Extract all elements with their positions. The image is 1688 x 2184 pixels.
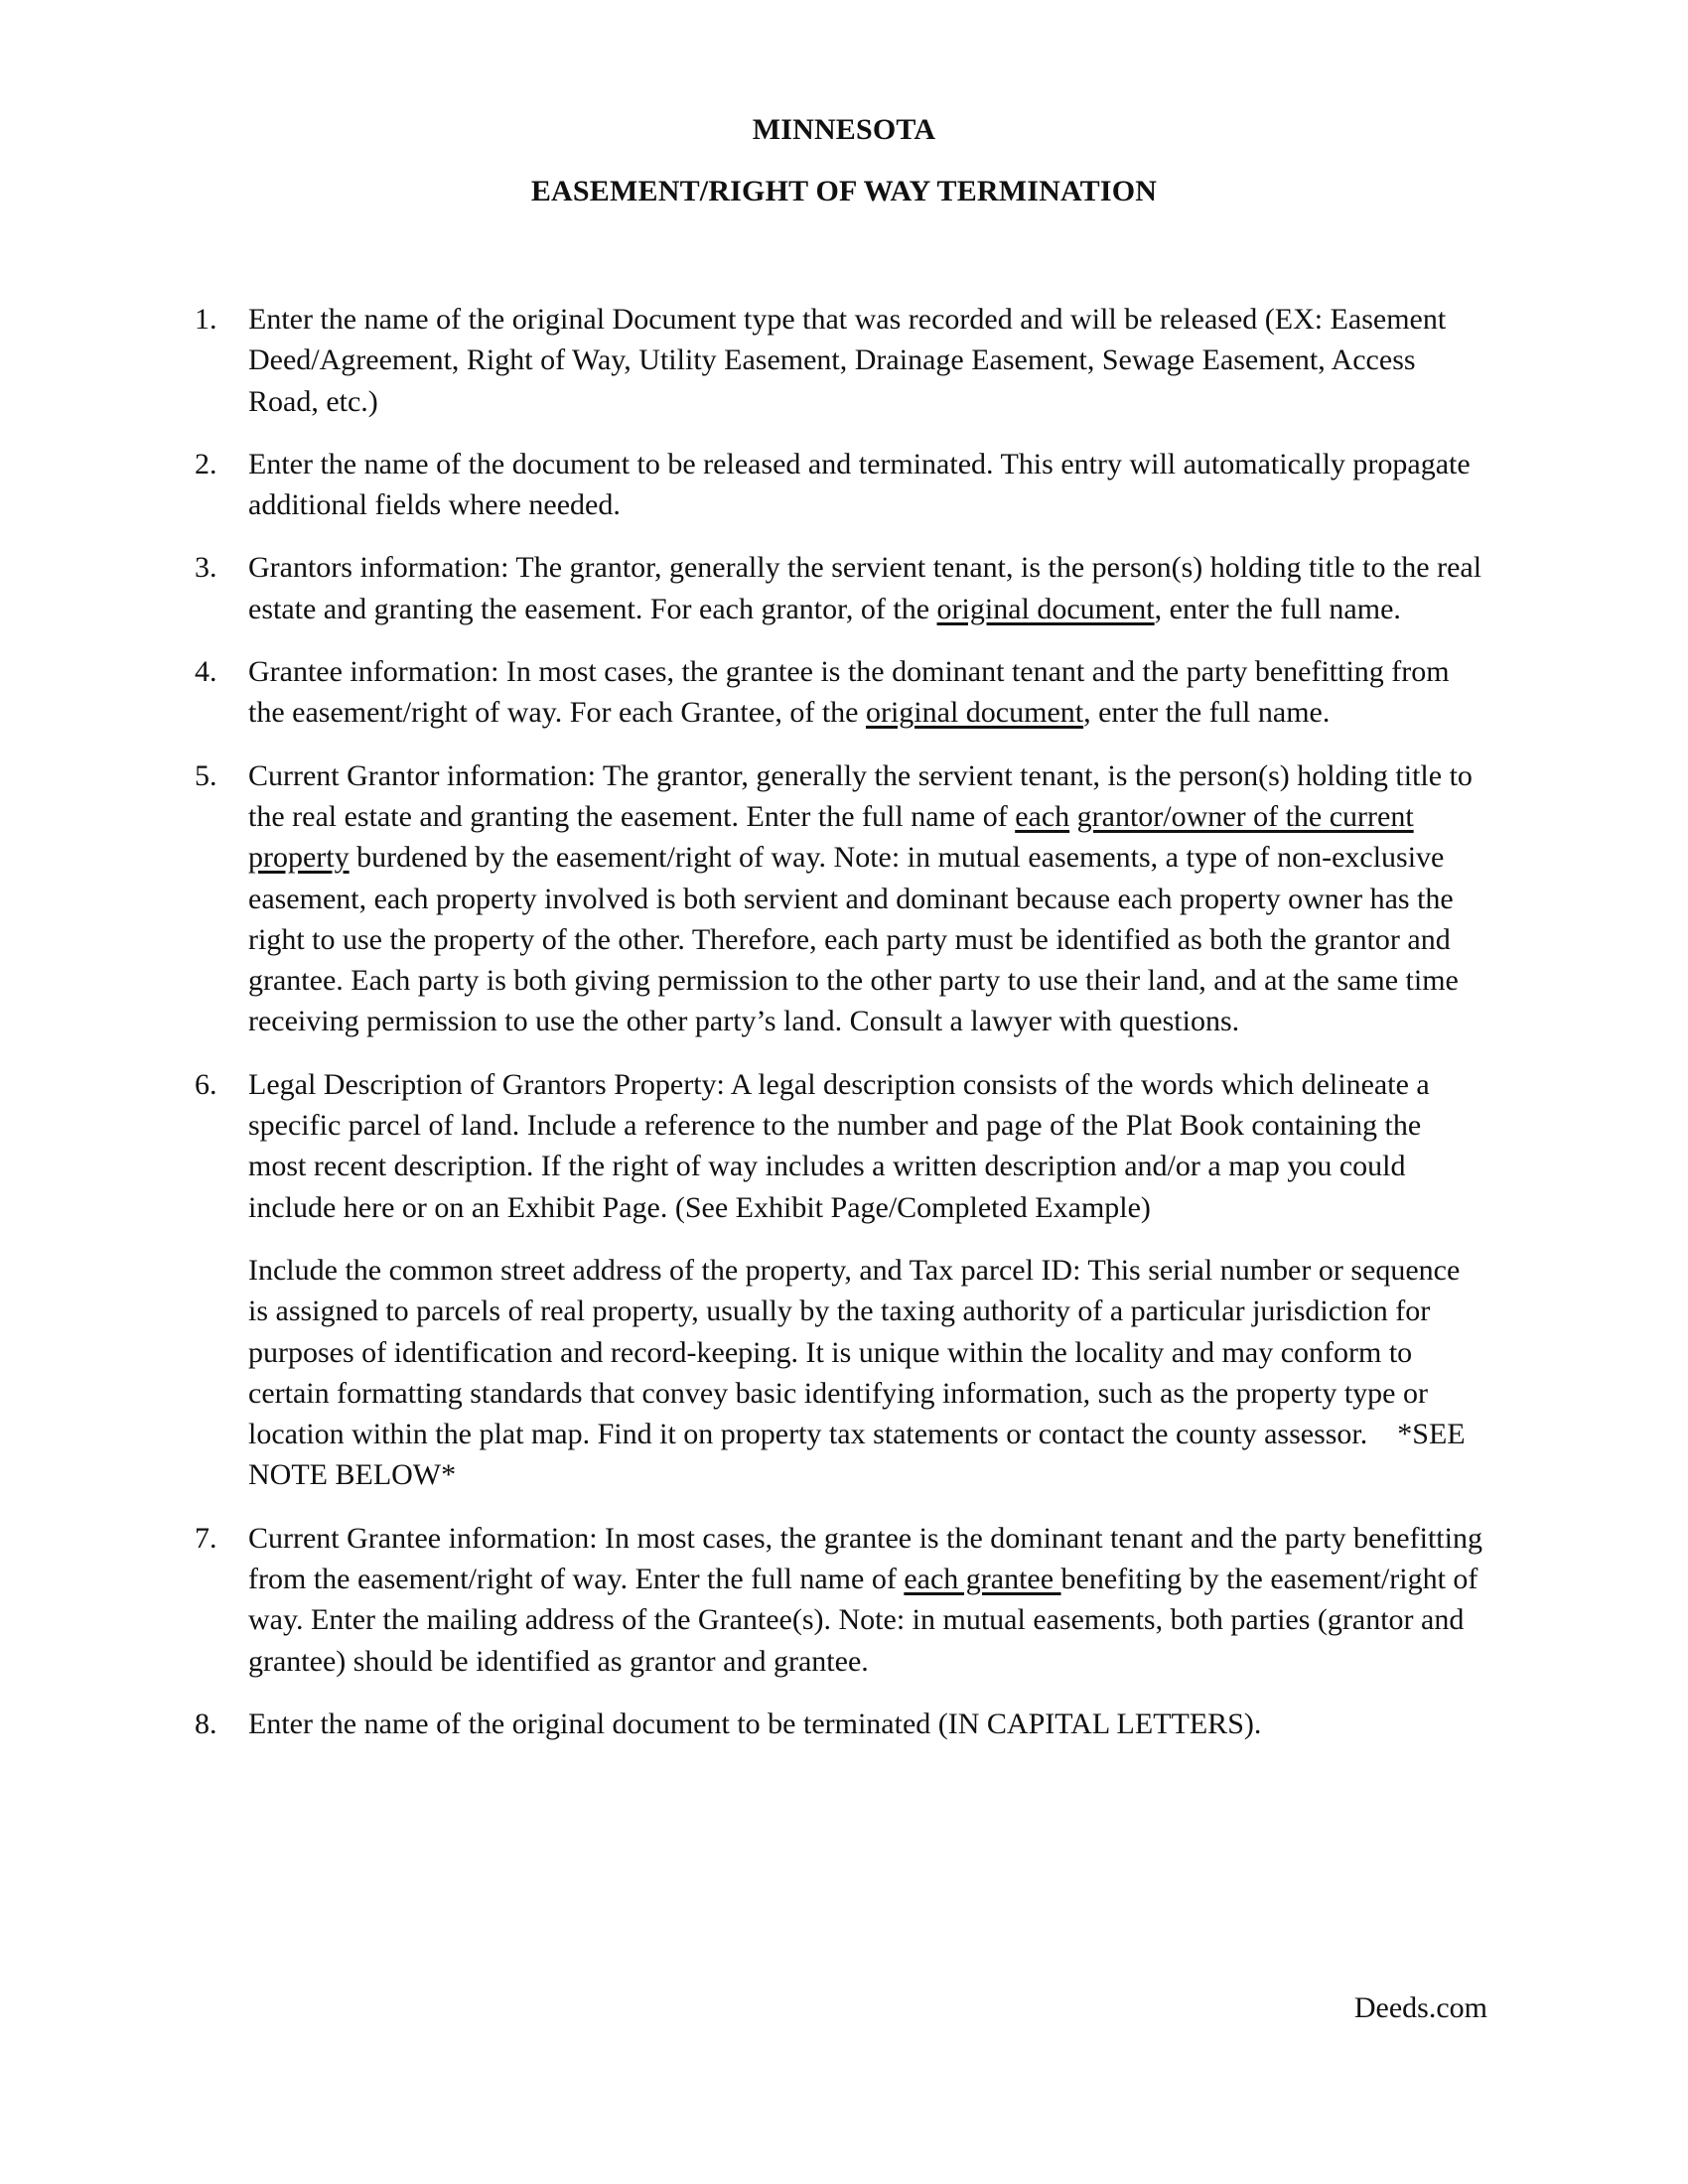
list-item — [195, 1704, 1485, 1744]
form-title: EASEMENT/RIGHT OF WAY TERMINATION — [530, 175, 1158, 207]
underlined-term: grantor/owner of the current property — [248, 799, 1414, 875]
list-item — [195, 444, 1485, 526]
list-item — [195, 1064, 1485, 1496]
item-text-part: Grantee information: In most cases, the grantee is the dominant tenant and the party benefitting from the easement/right of way. For each Grantee, of the — [248, 655, 1450, 730]
state-heading: MINNESOTA — [752, 113, 936, 146]
underlined-term: original document — [936, 592, 1155, 625]
list-item — [195, 1518, 1485, 1682]
item-number: 7. — [195, 1521, 217, 1555]
item-text-part: benefiting by the easement/right of way. Enter the mailing address of the Grantee(s). Note: in mutual easements, both parties (grantor and grantee) should be identified as grantor and grantee. — [248, 1563, 1478, 1678]
item-text — [248, 1518, 1485, 1682]
item-number: 3. — [195, 551, 217, 585]
item-text — [248, 547, 1485, 629]
item-text-part: burdened by the easement/right of way. Note: in mutual easements, a type of non-exclusive easement, each property involved is both servient and dominant because each property owner has the right to use the property of the other. Therefore, each party must be identified as both the grantor and grantee. Each party is both giving permission to the other party to use their land, and at the same time receiving permission to use the other party’s land. Consult a lawyer with questions. — [248, 841, 1459, 1038]
underlined-term: each — [1015, 799, 1070, 833]
list-item — [195, 755, 1485, 1042]
item-number: 1. — [195, 303, 217, 336]
item-text — [248, 755, 1485, 1042]
item-text: Legal Description of Grantors Property: A legal description consists of the words which delineate a specific parcel of land. Include a reference to the number and page of the Plat Book containing the most recent description. If the right of way includes a written description and/or a map you could include here or on an Exhibit Page. (See Exhibit Page/Completed Example) — [248, 1067, 1430, 1224]
item-number: 4. — [195, 655, 217, 689]
footer-brand: Deeds.com — [1353, 1991, 1487, 2024]
item-number: 5. — [195, 758, 217, 792]
instruction-list — [195, 299, 1485, 1766]
item-text: Enter the name of the document to be released and terminated. This entry will automatically propagate additional fields where needed. — [248, 447, 1471, 522]
underlined-term: original document — [865, 696, 1084, 730]
item-number: 6. — [195, 1067, 217, 1101]
list-item — [195, 299, 1485, 422]
item-text-part — [1069, 800, 1077, 833]
item-text-part: , enter the full name. — [1083, 696, 1331, 730]
list-item — [195, 651, 1485, 734]
list-item — [195, 547, 1485, 629]
item-text-part: , enter the full name. — [1154, 592, 1401, 625]
underlined-term: each grantee — [904, 1563, 1061, 1596]
item-text-part: Current Grantee information: In most cases, the grantee is the dominant tenant and the party benefitting from the easement/right of way. Enter the full name of — [248, 1521, 1482, 1596]
item-text-part: Grantors information: The grantor, generally the servient tenant, is the person(s) holding title to the real estate and granting the easement. For each grantor, of the — [248, 551, 1482, 625]
item-number: 2. — [195, 447, 217, 480]
item-text: Enter the name of the original document to be terminated (IN CAPITAL LETTERS). — [248, 1706, 1262, 1740]
item-text-part: Current Grantor information: The grantor, generally the servient tenant, is the person(s) holding title to the real estate and granting the easement. Enter the full name of — [248, 758, 1473, 833]
item-text: Enter the name of the original Document type that was recorded and will be released (EX: Easement Deed/Agreement, Right of Way, Utility Easement, Drainage Easement, Sewage Easement, Access Road, etc.) — [248, 303, 1447, 418]
item-text — [248, 651, 1485, 734]
item-text-continued: Include the common street address of the property, and Tax parcel ID: This serial number or sequence is assigned to parcels of real property, usually by the taxing authority of a particular jurisdiction for purposes of identification and record-keeping. It is unique within the locality and may conform to certain formatting standards that convey basic identifying information, such as the property type or location within the plat map. Find it on property tax statements or contact the county assessor. *SEE NOTE BELOW* — [248, 1253, 1474, 1492]
item-number: 8. — [195, 1706, 217, 1740]
